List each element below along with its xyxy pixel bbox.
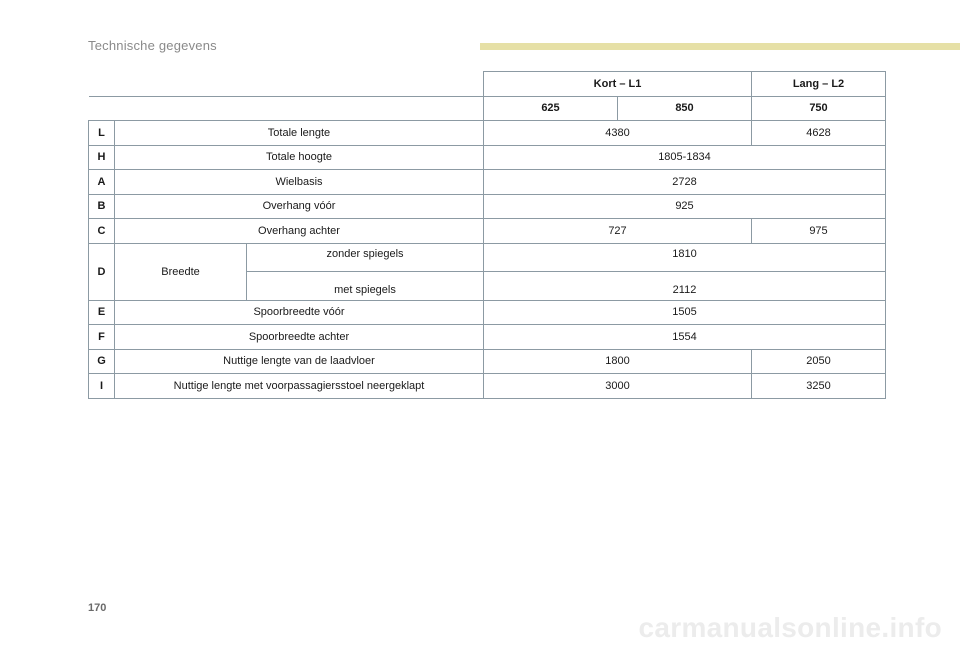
- table-header-row: [89, 72, 886, 97]
- value-all: 1805-1834: [484, 145, 886, 170]
- row-label: Nuttige lengte van de laadvloer: [115, 349, 484, 374]
- sub-label-without-mirrors: zonder spiegels: [247, 243, 484, 272]
- row-label: Totale hoogte: [115, 145, 484, 170]
- table-row: [89, 145, 886, 170]
- row-label: Overhang achter: [115, 219, 484, 244]
- table-row: [89, 194, 886, 219]
- section-title: Technische gegevens: [88, 38, 217, 53]
- row-label: Spoorbreedte vóór: [115, 300, 484, 325]
- table-row: [89, 121, 886, 146]
- table-row: [89, 219, 886, 244]
- value-all: 925: [484, 194, 886, 219]
- value-short: 4380: [484, 121, 752, 146]
- row-letter: I: [89, 374, 115, 399]
- value-all: 1554: [484, 325, 886, 350]
- header-accent-bar: [480, 43, 960, 50]
- row-letter: D: [89, 243, 115, 300]
- table-subheader-row: [89, 96, 886, 121]
- table-row: [89, 325, 886, 350]
- page-number: 170: [88, 602, 107, 614]
- value-short: 727: [484, 219, 752, 244]
- value-short: 3000: [484, 374, 752, 399]
- row-label: Spoorbreedte achter: [115, 325, 484, 350]
- dimensions-table: [88, 71, 886, 399]
- value-long: 4628: [752, 121, 886, 146]
- row-letter: L: [89, 121, 115, 146]
- table-row: [89, 300, 886, 325]
- row-label: Wielbasis: [115, 170, 484, 195]
- value-all: 2728: [484, 170, 886, 195]
- model-code-625: 625: [484, 96, 618, 121]
- row-letter: G: [89, 349, 115, 374]
- header-blank-cell: [89, 72, 484, 97]
- header-long-variant: Lang – L2: [752, 72, 886, 97]
- watermark: carmanualsonline.info: [638, 612, 942, 643]
- value-long: 2050: [752, 349, 886, 374]
- value-long: 3250: [752, 374, 886, 399]
- sub-label-with-mirrors: met spiegels: [247, 272, 484, 301]
- table-row: [89, 170, 886, 195]
- row-letter: E: [89, 300, 115, 325]
- row-label: Breedte: [115, 243, 247, 300]
- table-row: [89, 243, 886, 272]
- header-short-variant: Kort – L1: [484, 72, 752, 97]
- table-row: [89, 374, 886, 399]
- table-row: [89, 349, 886, 374]
- row-letter: F: [89, 325, 115, 350]
- value-all: 1505: [484, 300, 886, 325]
- subheader-blank-cell: [89, 96, 484, 121]
- row-label: Totale lengte: [115, 121, 484, 146]
- value-short: 1800: [484, 349, 752, 374]
- model-code-850: 850: [618, 96, 752, 121]
- row-letter: H: [89, 145, 115, 170]
- value-long: 975: [752, 219, 886, 244]
- row-label: Nuttige lengte met voorpassagiersstoel neergeklapt: [115, 374, 484, 399]
- row-letter: C: [89, 219, 115, 244]
- value-all: 1810: [484, 243, 886, 272]
- row-label: Overhang vóór: [115, 194, 484, 219]
- value-all: 2112: [484, 272, 886, 301]
- row-letter: B: [89, 194, 115, 219]
- row-letter: A: [89, 170, 115, 195]
- model-code-750: 750: [752, 96, 886, 121]
